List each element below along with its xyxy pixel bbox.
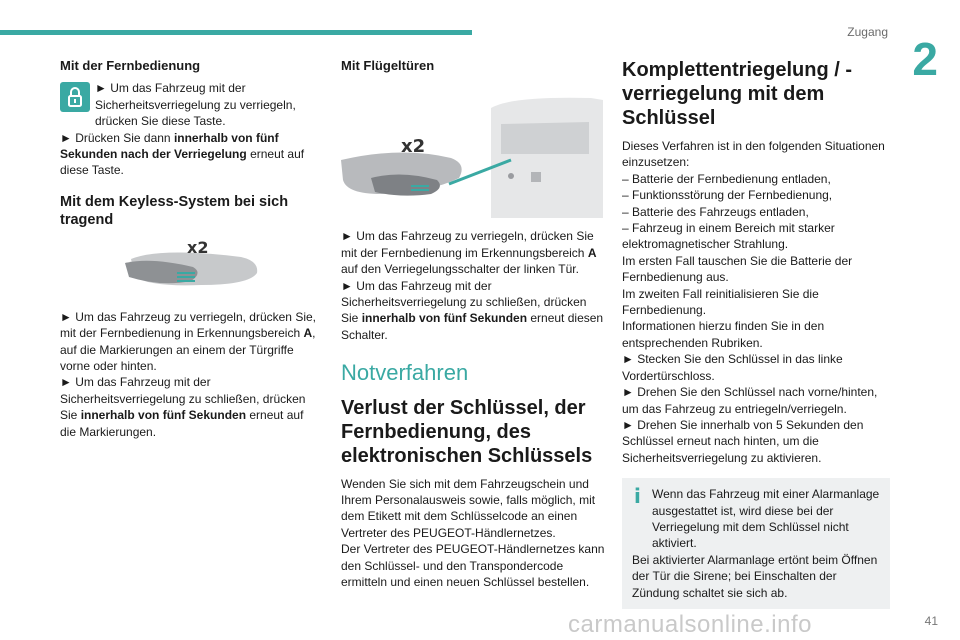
heading-keyless: Mit dem Keyless-System bei sich tragend <box>60 193 289 228</box>
heading-wing-doors: Mit Flügeltüren <box>341 58 435 73</box>
paragraph-turn-key: ► Drehen Sie den Schlüssel nach vorne/hinten, um das Fahrzeug zu entriegeln/verriegeln. <box>622 385 878 416</box>
list-item: – Fahrzeug in einem Bereich mit starker elektromagnetischer Strahlung. <box>622 221 835 252</box>
paragraph-situations-intro: Dieses Verfahren ist in den folgenden Situationen einzusetzen: <box>622 139 885 170</box>
paragraph-first-case: Im ersten Fall tauschen Sie die Batterie der Fernbedienung aus. <box>622 253 853 285</box>
paragraph-contact-dealer: Wenden Sie sich mit dem Fahrzeugschein und Ihrem Personalausweis sowie, falls möglich, mit dem Etikett mit dem Schlüsselcode an einen Vertreter des PEUGEOT-Händlernetzes. <box>341 476 596 540</box>
paragraph-wing-deadlock: ► Um das Fahrzeug mit der Sicherheitsverriegelung zu schließen, drücken Sie innerhalb von fünf Sekunden erneut diesen Schalter. <box>341 278 604 342</box>
section-emergency: Notverfahren <box>341 360 469 386</box>
paragraph-second-case: Im zweiten Fall reinitialisieren Sie die Fernbedienung. <box>622 286 819 318</box>
paragraph-deadlock-remote: ► Drücken Sie dann innerhalb von fünf Sekunden nach der Verriegelung erneut auf diese Taste. <box>60 130 305 178</box>
column-3 <box>622 58 890 609</box>
list-item: – Batterie der Fernbedienung entladen, <box>622 171 831 186</box>
section-title: Zugang <box>847 25 888 39</box>
heading-lost-keys: Verlust der Schlüssel, der Fernbedienung, des elektronischen Schlüssels <box>341 396 593 467</box>
press-twice-label: x2 <box>401 136 426 158</box>
paragraph-insert-key: ► Stecken Sie den Schlüssel in das linke Vordertürschloss. <box>622 352 843 383</box>
watermark: carmanualsonline.info <box>568 611 812 638</box>
heading-remote: Mit der Fernbedienung <box>60 58 201 73</box>
list-item: – Batterie des Fahrzeugs entladen, <box>622 204 809 219</box>
chapter-number: 2 <box>912 33 938 85</box>
paragraph-lock-remote: ► Um das Fahrzeug mit der Sicherheitsverriegelung zu verriegeln, drücken Sie diese Taste. <box>95 81 296 129</box>
info-icon: i <box>634 484 641 509</box>
paragraph-keyless-deadlock: ► Um das Fahrzeug mit der Sicherheitsverriegelung zu schließen, drücken Sie innerhalb von fünf Sekunden erneut auf die Markierungen. <box>60 375 306 439</box>
page-number: 41 <box>924 614 938 628</box>
info-alarm-siren: Bei aktivierter Alarmanlage ertönt beim Öffnen der Tür die Sirene; bei Einschalten der Zündung schaltet sie sich ab. <box>632 552 878 600</box>
column-1 <box>60 58 322 440</box>
column-2 <box>341 58 605 591</box>
press-twice-label: x2 <box>187 237 209 257</box>
header-accent-bar <box>0 30 472 35</box>
wing-doors-illustration <box>341 88 603 218</box>
info-alarm-not-activated: Wenn das Fahrzeug mit einer Alarmanlage ausgestattet ist, wird diese bei der Verriegelung mit dem Schlüssel nicht aktiviert. <box>652 487 880 551</box>
paragraph-more-info: Informationen hierzu finden Sie in den entsprechenden Rubriken. <box>622 319 825 350</box>
info-box <box>622 478 890 609</box>
list-item: – Funktionsstörung der Fernbedienung, <box>622 188 833 203</box>
heading-key-locking: Komplettentriegelung / -verriegelung mit dem Schlüssel <box>622 59 852 129</box>
paragraph-deadlock-key: ► Drehen Sie innerhalb von 5 Sekunden den Schlüssel erneut nach hinten, um die Sicherheitsverriegelung zu aktivieren. <box>622 417 864 465</box>
paragraph-wing-lock: ► Um das Fahrzeug zu verriegeln, drücken Sie mit der Fernbedienung im Erkennungsbereich A auf den Verriegelungsschalter der linken Tür. <box>341 229 597 277</box>
padlock-icon <box>60 82 90 112</box>
paragraph-dealer-codes: Der Vertreter des PEUGEOT-Händlernetzes kann den Schlüssel- und den Transpondercode ermitteln und einen neuen Schlüssel bestellen. <box>341 542 605 590</box>
paragraph-keyless-lock: ► Um das Fahrzeug zu verriegeln, drücken Sie, mit der Fernbedienung in Erkennungsbereich A, auf die Markierungen an einem der Türgriffe vorne oder hinten. <box>60 309 316 374</box>
door-handle-illustration <box>121 237 261 299</box>
